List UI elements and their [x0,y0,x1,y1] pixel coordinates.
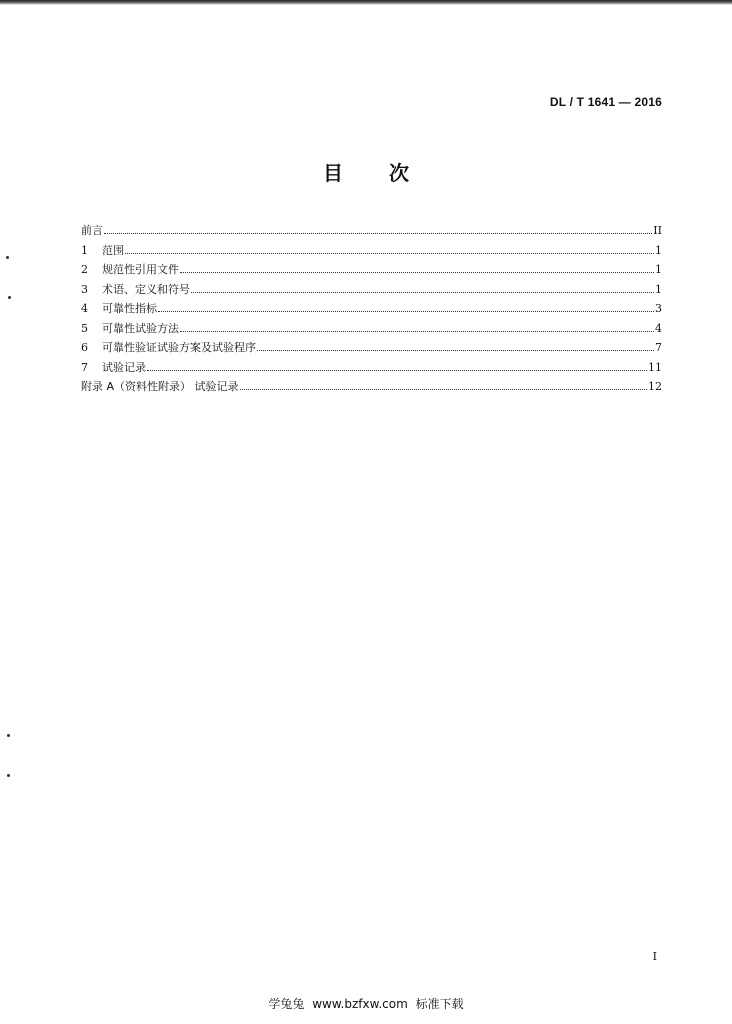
toc-entry-2[interactable] [81,260,662,280]
toc-entry-label: 术语、定义和符号 [102,282,190,296]
toc-entry-number: 6 [81,341,88,354]
scan-speck [8,296,11,299]
toc-entry-7[interactable] [81,358,662,378]
scan-top-edge [0,0,732,5]
toc-entry-number: 3 [81,282,88,296]
toc-entry-5[interactable] [81,319,662,339]
toc-entry-label: 试验记录 [102,360,146,374]
toc-entry-label: 可靠性指标 [102,302,157,315]
toc-entry-page: 1 [655,263,662,276]
toc-entry-foreword[interactable] [81,221,662,241]
toc-entry-page: 3 [655,302,662,315]
table-of-contents [81,221,662,397]
leader-dots [125,253,654,254]
toc-entry-page: 7 [655,341,662,354]
toc-entry-label: 附录 A（资料性附录） 试验记录 [81,380,239,393]
leader-dots [240,389,647,390]
toc-entry-label: 范围 [102,243,124,257]
toc-entry-4[interactable] [81,299,662,319]
toc-entry-page: 1 [655,243,662,257]
title-char-2: 次 [389,161,409,185]
toc-entry-1[interactable] [81,241,662,261]
page-title [0,157,732,186]
leader-dots [191,292,654,293]
document-code: DL / T 1641 — 2016 [549,95,662,109]
scan-speck [6,256,9,259]
leader-dots [180,272,654,273]
scan-speck [7,734,10,737]
toc-entry-number: 4 [81,302,88,315]
toc-entry-number: 7 [81,360,88,374]
leader-dots [158,311,654,312]
toc-entry-page: 12 [648,380,662,393]
toc-entry-page: 4 [655,321,662,335]
leader-dots [257,350,654,351]
title-char-1: 目 [323,161,343,185]
toc-entry-number: 2 [81,263,88,276]
leader-dots [147,370,647,371]
watermark-url[interactable]: www.bzfxw.com [312,997,408,1011]
toc-entry-label: 规范性引用文件 [102,263,179,276]
leader-dots [180,331,654,332]
watermark [0,995,732,1012]
toc-entry-3[interactable] [81,280,662,300]
toc-entry-page: 11 [648,360,662,374]
toc-entry-label: 可靠性试验方法 [102,321,179,335]
toc-entry-number: 1 [81,243,88,257]
toc-entry-page: II [653,224,662,237]
toc-entry-6[interactable] [81,338,662,358]
watermark-tail: 标准下载 [415,997,464,1011]
page-number: I [652,950,657,963]
toc-entry-page: 1 [655,282,662,296]
leader-dots [104,233,652,234]
toc-entry-number: 5 [81,321,88,335]
toc-entry-label: 可靠性验证试验方案及试验程序 [102,341,256,354]
scan-speck [7,774,10,777]
toc-entry-appendix-a[interactable] [81,377,662,397]
toc-entry-label: 前言 [81,224,103,237]
watermark-name: 学兔兔 [268,997,305,1011]
